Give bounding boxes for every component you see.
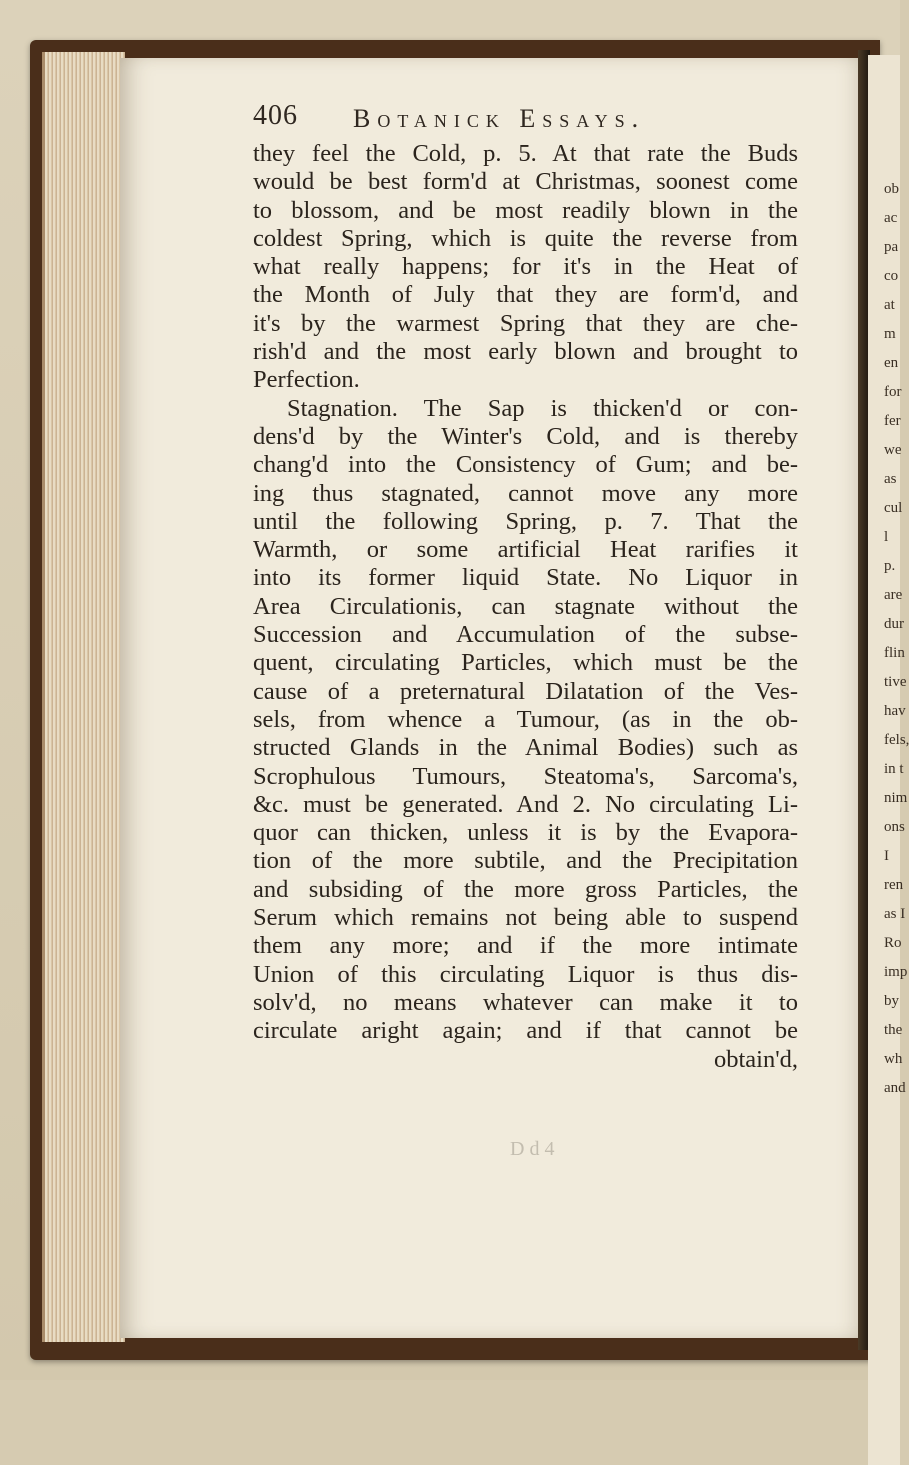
- facing-page-fragment: in t: [884, 761, 904, 777]
- text-line: into its former liquid State. No Liquor in: [253, 564, 798, 592]
- facing-page-fragment: by: [884, 993, 899, 1009]
- facing-page-fragment: tive: [884, 674, 907, 690]
- text-line: quor can thicken, unless it is by the Evapora-: [253, 819, 798, 847]
- text-line: Serum which remains not being able to suspend: [253, 904, 798, 932]
- page-number: 406: [253, 100, 298, 131]
- facing-page-fragment: at: [884, 297, 895, 313]
- text-line: them any more; and if the more intimate: [253, 932, 798, 960]
- signature-mark: D d 4: [510, 1138, 555, 1160]
- facing-page-fragment: m: [884, 326, 896, 342]
- facing-page-fragment: for: [884, 384, 902, 400]
- text-line: cause of a preternatural Dilatation of the Ves-: [253, 677, 798, 705]
- body-text: [253, 140, 798, 1074]
- text-line: Stagnation. The Sap is thicken'd or con-: [287, 394, 798, 422]
- facing-page-fragment: ac: [884, 210, 898, 226]
- facing-page-fragment: I: [884, 848, 889, 864]
- text-line: chang'd into the Consistency of Gum; and be-: [253, 451, 798, 479]
- facing-page-fragment: are: [884, 587, 903, 603]
- facing-page-fragment: dur: [884, 616, 904, 632]
- facing-page-fragment: and: [884, 1080, 906, 1096]
- text-line: solv'd, no means whatever can make it to: [253, 988, 798, 1016]
- text-line: the Month of July that they are form'd, and: [253, 281, 798, 309]
- running-title: Botanick Essays.: [353, 104, 646, 133]
- facing-page-fragment: the: [884, 1022, 903, 1038]
- facing-page-edge: [868, 55, 909, 1465]
- text-line: rish'd and the most early blown and brought to: [253, 338, 798, 366]
- facing-page-fragment: as I: [884, 906, 906, 922]
- facing-page-fragment: cul: [884, 500, 903, 516]
- text-line: to blossom, and be most readily blown in the: [253, 196, 798, 224]
- text-line: Warmth, or some artificial Heat rarifies it: [253, 536, 798, 564]
- text-line: dens'd by the Winter's Cold, and is thereby: [253, 422, 798, 450]
- facing-page-fragment: wh: [884, 1051, 903, 1067]
- facing-page-fragment: ons: [884, 819, 905, 835]
- facing-page-fragment: nim: [884, 790, 908, 806]
- facing-page-fragment: ob: [884, 181, 899, 197]
- text-line: Perfection.: [253, 366, 360, 394]
- text-line: they feel the Cold, p. 5. At that rate the Buds: [253, 140, 798, 167]
- text-line: structed Glands in the Animal Bodies) such as: [253, 734, 798, 762]
- facing-page-fragment: imp: [884, 964, 908, 980]
- text-line: it's by the warmest Spring that they are che-: [253, 309, 798, 337]
- facing-page-fragment: ren: [884, 877, 904, 893]
- text-line: &c. must be generated. And 2. No circulating Li-: [253, 790, 798, 818]
- facing-page-fragment: fer: [884, 413, 901, 429]
- text-line: obtain'd,: [713, 1045, 798, 1073]
- text-line: Union of this circulating Liquor is thus dis-: [253, 960, 798, 988]
- facing-page-fragment: p.: [884, 558, 896, 574]
- text-line: sels, from whence a Tumour, (as in the ob-: [253, 705, 798, 733]
- facing-page-fragment: Ro: [884, 935, 902, 951]
- facing-page-fragment: hav: [884, 703, 906, 719]
- text-line: tion of the more subtile, and the Precipitation: [253, 847, 798, 875]
- page-edges: [42, 52, 125, 1342]
- text-line: and subsiding of the more gross Particles, the: [253, 875, 798, 903]
- facing-page-fragment: fels,: [884, 732, 909, 748]
- facing-page-fragment: we: [884, 442, 902, 458]
- text-line: until the following Spring, p. 7. That the: [253, 507, 798, 535]
- text-line: circulate aright again; and if that cannot be: [253, 1017, 798, 1045]
- facing-page-fragment: as: [884, 471, 897, 487]
- text-line: Scrophulous Tumours, Steatoma's, Sarcoma's,: [253, 762, 798, 790]
- text-line: Succession and Accumulation of the subse-: [253, 621, 798, 649]
- text-line: quent, circulating Particles, which must be the: [253, 649, 798, 677]
- text-line: what really happens; for it's in the Heat of: [253, 253, 798, 281]
- text-line: Area Circulationis, can stagnate without the: [253, 592, 798, 620]
- page-header: [253, 100, 813, 140]
- facing-page-fragment: en: [884, 355, 899, 371]
- facing-page-fragment: co: [884, 268, 899, 284]
- text-line: would be best form'd at Christmas, soonest come: [253, 168, 798, 196]
- facing-page-fragment: pa: [884, 239, 899, 255]
- text-line: coldest Spring, which is quite the reverse from: [253, 224, 798, 252]
- facing-page-fragment: flin: [884, 645, 905, 661]
- facing-page-fragment: l: [884, 529, 889, 545]
- text-line: ing thus stagnated, cannot move any more: [253, 479, 798, 507]
